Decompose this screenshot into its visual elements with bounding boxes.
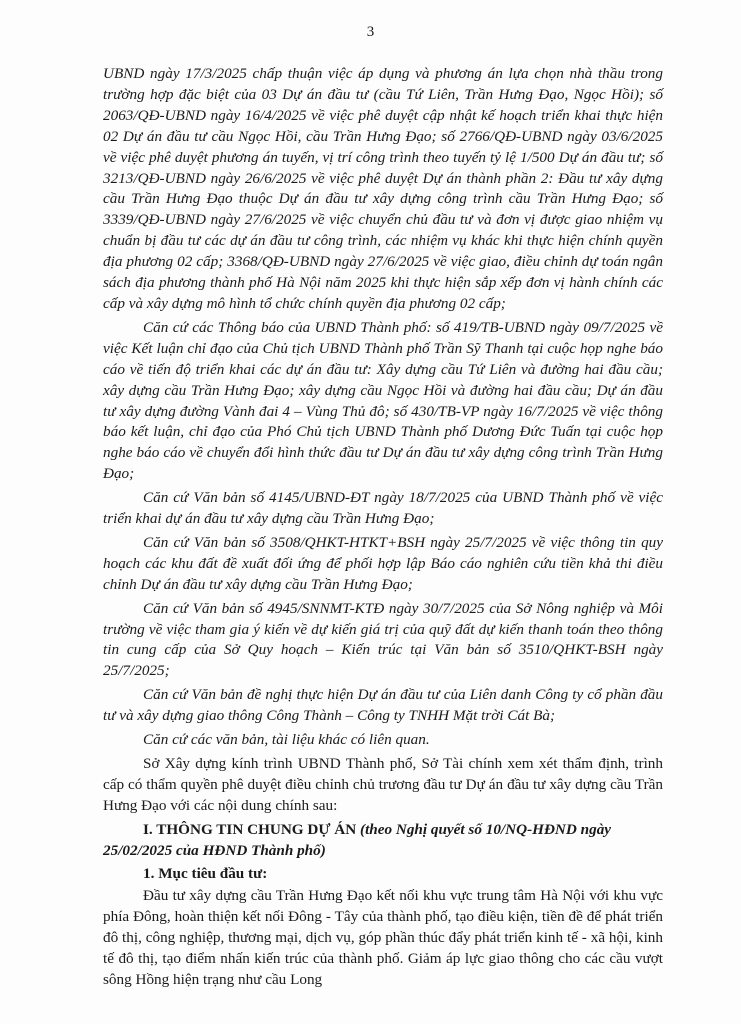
paragraph-doc-3508: Căn cứ Văn bản số 3508/QHKT-HTKT+BSH ngày 25/7/2025 về việc thông tin quy hoạch các khu đất đề xuất đối ứng để phối hợp lập Báo cáo nghiên cứu tiền khả thi điều chỉnh Dự án đầu tư xây dựng cầu Trần Hưng Đạo; bbox=[103, 533, 663, 593]
objective-paragraph: Đầu tư xây dựng cầu Trần Hưng Đạo kết nối khu vực trung tâm Hà Nội với khu vực phía Đông, hoàn thiện kết nối Đông - Tây của thành phố, tạo điều kiện, tiền đề để phát triển đô thị, công nghiệp, thương mại, dịch vụ, góp phần thúc đẩy phát triển kinh tế - xã hội, kinh tế đô thị, tạo điểm nhấn kiến trúc của thành phố. Giảm áp lực giao thông cho các cầu vượt sông Hồng hiện trạng như cầu Long bbox=[103, 887, 663, 989]
page-number: 3 bbox=[366, 24, 375, 40]
paragraph-announcements: Căn cứ các Thông báo của UBND Thành phố: số 419/TB-UBND ngày 09/7/2025 về việc Kết luận chỉ đạo của Chủ tịch UBND Thành phố Trần Sỹ Thanh tại cuộc họp nghe báo cáo về tiến độ triển khai các dự án đầu tư: Xây dựng cầu Tứ Liên và đường hai đầu cầu; xây dựng cầu Trần Hưng Đạo; xây dựng cầu Ngọc Hồi và đường hai đầu cầu; Dự án đầu tư xây dựng đường Vành đai 4 – Vùng Thủ đô; số 430/TB-VP ngày 16/7/2025 về việc thông báo kết luận, chỉ đạo của Phó Chủ tịch UBND Thành phố Dương Đức Tuấn tại cuộc họp nghe báo cáo về chuyển đổi hình thức đầu tư Dự án đầu tư xây dựng công trình Trần Hưng Đạo; bbox=[103, 318, 663, 483]
section-heading-title: I. THÔNG TIN CHUNG DỰ ÁN bbox=[143, 820, 357, 838]
section-heading bbox=[103, 820, 663, 862]
paragraph-doc-4145: Căn cứ Văn bản số 4145/UBND-ĐT ngày 18/7/2025 của UBND Thành phố về việc triển khai dự án đầu tư xây dựng cầu Trần Hưng Đạo; bbox=[103, 489, 663, 528]
paragraph-submission: Sở Xây dựng kính trình UBND Thành phố, Sở Tài chính xem xét thẩm định, trình cấp có thẩm quyền phê duyệt điều chỉnh chủ trương đầu tư Dự án đầu tư xây dựng cầu Trần Hưng Đạo với các nội dung chính sau: bbox=[103, 755, 663, 814]
section-heading-note: (theo Nghị quyết số 10/NQ-HĐND ngày 25/02/2025 của HĐND Thành phố) bbox=[103, 820, 612, 859]
paragraph-doc-4945: Căn cứ Văn bản số 4945/SNNMT-KTĐ ngày 30/7/2025 của Sở Nông nghiệp và Môi trường về việc tham gia ý kiến về dự kiến giá trị của quỹ đất dự kiến thanh toán theo thông tin cung cấp của Sở Quy hoạch – Kiến trúc tại Văn bản số 3510/QHKT-BSH ngày 25/7/2025; bbox=[103, 599, 663, 680]
paragraph-decisions: UBND ngày 17/3/2025 chấp thuận việc áp dụng và phương án lựa chọn nhà thầu trong trường hợp đặc biệt của 03 Dự án đầu tư (cầu Tứ Liên, Trần Hưng Đạo, Ngọc Hồi); số 2063/QĐ-UBND ngày 16/4/2025 về việc phê duyệt cập nhật kế hoạch triển khai thực hiện 02 Dự án đầu tư cầu Ngọc Hồi, cầu Trần Hưng Đạo; số 2766/QĐ-UBND ngày 03/6/2025 về việc phê duyệt phương án tuyến, vị trí công trình theo tuyến tỷ lệ 1/500 Dự án đầu tư; số 3213/QĐ-UBND ngày 26/6/2025 về việc phê duyệt Dự án thành phần 2: Đầu tư xây dựng cầu Trần Hưng Đạo thuộc Dự án đầu tư xây dựng công trình cầu Trần Hưng Đạo; số 3339/QĐ-UBND ngày 27/6/2025 về việc chuyển chủ đầu tư và đơn vị được giao nhiệm vụ chuẩn bị đầu tư các dự án đầu tư công trình, các nhiệm vụ khác khi thực hiện chính quyền địa phương 02 cấp; 3368/QĐ-UBND ngày 27/6/2025 về việc giao, điều chỉnh dự toán ngân sách địa phương thành phố Hà Nội năm 2025 khi thực hiện sắp xếp đơn vị hành chính các cấp và xây dựng mô hình tổ chức chính quyền địa phương 02 cấp; bbox=[103, 65, 663, 312]
document-body bbox=[103, 64, 663, 991]
subsection-heading: 1. Mục tiêu đầu tư: bbox=[143, 864, 268, 882]
paragraph-proposal: Căn cứ Văn bản đề nghị thực hiện Dự án đầu tư của Liên danh Công ty cổ phần đầu tư và xây dựng giao thông Công Thành – Công ty TNHH Mặt trời Cát Bà; bbox=[103, 686, 663, 725]
paragraph-related-docs: Căn cứ các văn bản, tài liệu khác có liên quan. bbox=[143, 731, 430, 749]
